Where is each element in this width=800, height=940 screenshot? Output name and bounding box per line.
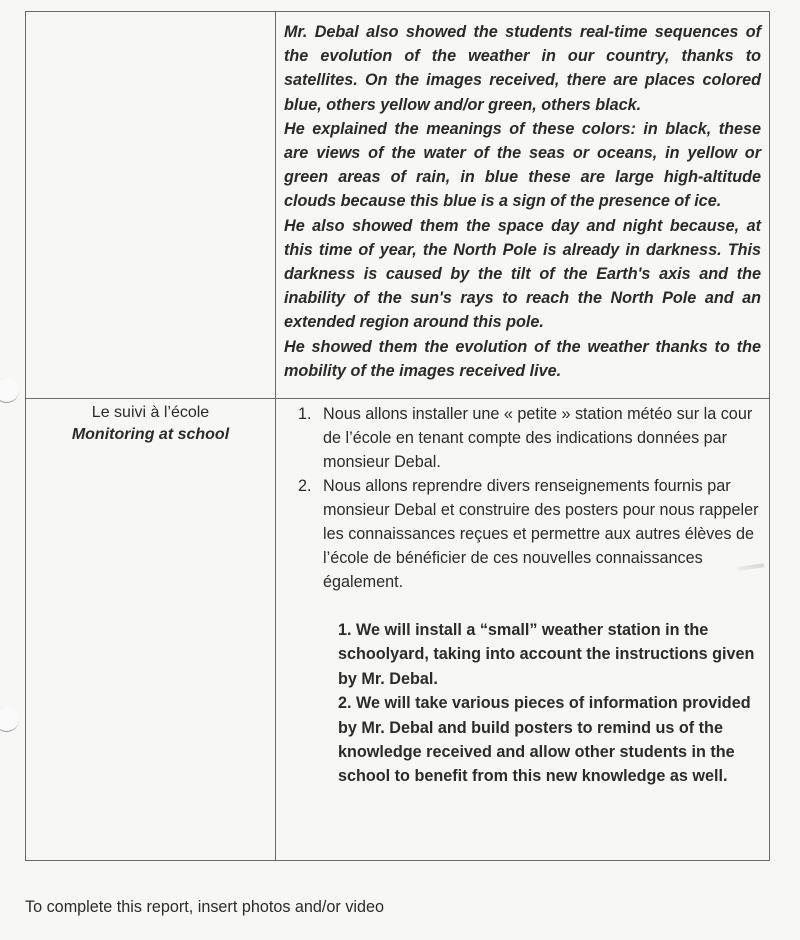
french-plan-list: [276, 399, 769, 594]
row2-left-cell: [26, 399, 276, 861]
row1-left-cell: [26, 12, 276, 399]
paragraph: Mr. Debal also showed the students real-time sequences of the evolution of the weather in our country, thanks to satellites. On the images received, there are places colored blue, others yellow and/or green, others black.: [284, 23, 761, 114]
paragraph: He explained the meanings of these colors: in black, these are views of the water of the seas or oceans, in yellow or green areas of rain, in blue these are large high-altitude clouds because this blue is a sign of the presence of ice.: [284, 119, 761, 211]
list-number: 1.: [298, 405, 312, 423]
punch-hole-icon: [0, 707, 19, 732]
list-item: [298, 474, 759, 594]
list-number: 2.: [298, 477, 312, 495]
list-text: Nous allons reprendre divers renseignements fournis par monsieur Debal et construire des posters pour nous rappeler les connaissances reçues et permettre aux autres élèves de l’école de bénéficier de ces nouvelles connaissances également.: [323, 477, 759, 591]
punch-hole-icon: [0, 378, 19, 403]
english-item: 2. We will take various pieces of information provided by Mr. Debal and build posters to remind us of the knowledge received and allow other students in the school to benefit from this new knowledge as well.: [338, 694, 751, 786]
report-table: [25, 11, 770, 861]
english-item: 1. We will install a “small” weather station in the schoolyard, taking into account the instructions given by Mr. Debal.: [338, 621, 755, 688]
table-row: [26, 399, 770, 861]
satellite-description: [276, 12, 769, 383]
paragraph: He also showed them the space day and night because, at this time of year, the North Pole is already in darkness. This darkness is caused by the tilt of the Earth's axis and the inability of the sun's rays to reach the North Pole and an extended region around this pole.: [284, 216, 761, 332]
row2-right-cell: [276, 399, 770, 861]
section-label: [26, 399, 275, 446]
section-label-fr: Le suivi à l’école: [91, 404, 210, 421]
list-item: [298, 402, 759, 474]
footer-note: To complete this report, insert photos and/or video: [25, 898, 385, 916]
paragraph: He showed them the evolution of the weather thanks to the mobility of the images received live.: [284, 337, 761, 380]
list-text: Nous allons installer une « petite » station météo sur la cour de l’école en tenant compte des indications données par monsieur Debal.: [323, 405, 753, 471]
row1-right-cell: [276, 12, 770, 399]
english-plan: [276, 594, 769, 789]
table-row: [26, 12, 770, 399]
section-label-en: Monitoring at school: [71, 426, 230, 443]
